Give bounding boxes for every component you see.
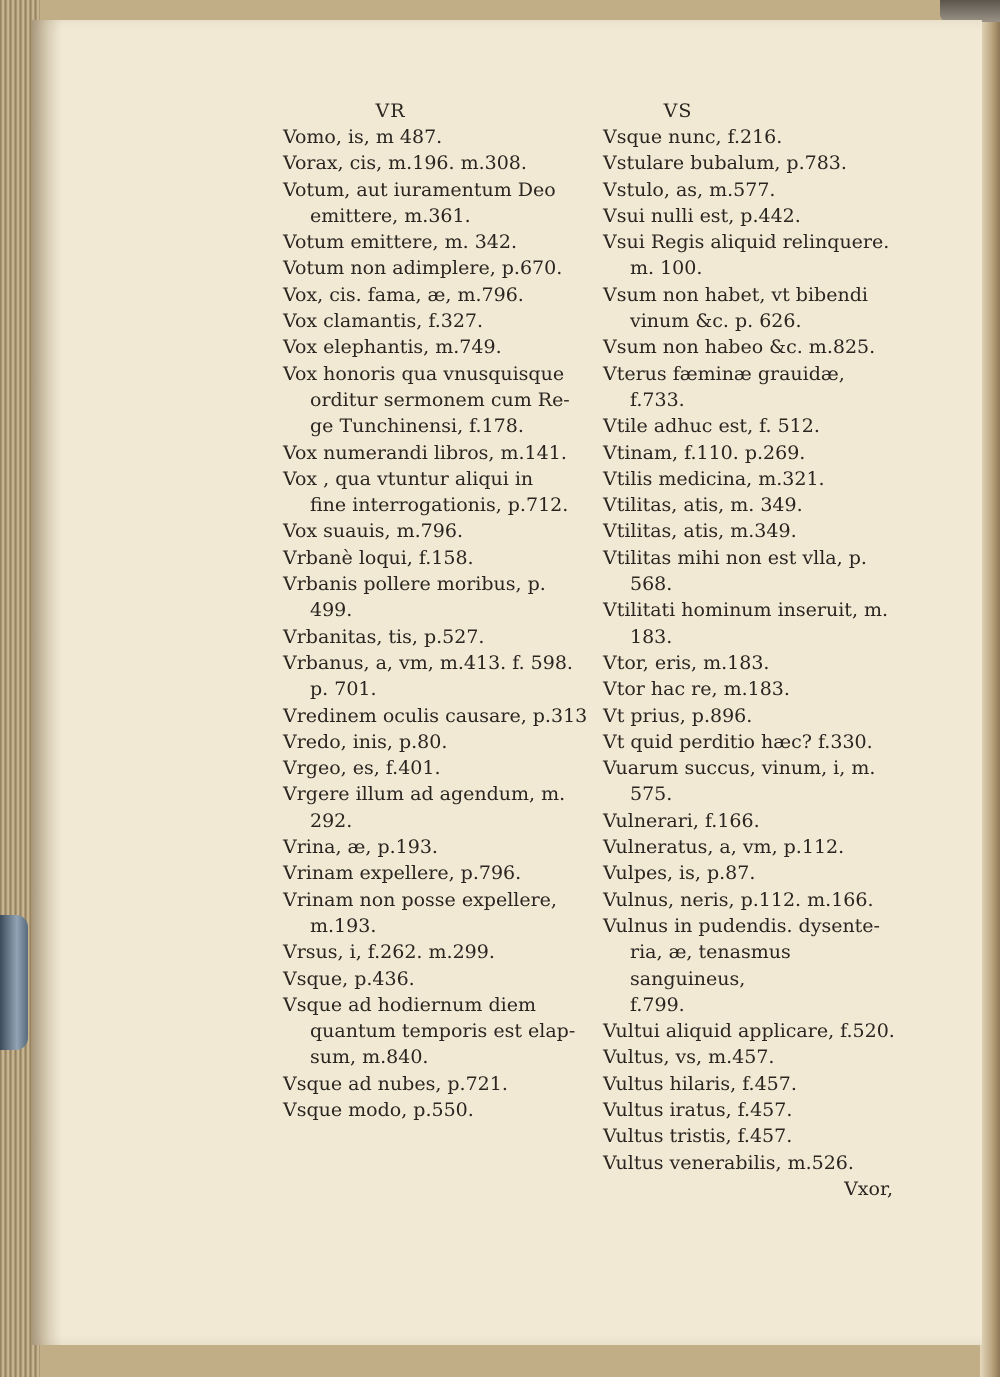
gutter-shadow	[32, 20, 62, 1345]
left-entry-list	[283, 124, 588, 1123]
dictionary-entry: Vsui Regis aliquid relinquere. m. 100.	[603, 231, 890, 280]
dictionary-entry: Vultus venerabilis, m.526.	[603, 1151, 854, 1174]
dictionary-entry: Vox clamantis, f.327.	[283, 310, 484, 333]
right-entry-list	[603, 124, 903, 1176]
dictionary-entry: Vrina, æ, p.193.	[283, 836, 438, 859]
dictionary-entry: Vultus, vs, m.457.	[603, 1046, 775, 1069]
dictionary-entry: Vstulare bubalum, p.783.	[603, 152, 847, 175]
dictionary-entry: Vultus iratus, f.457.	[603, 1098, 793, 1121]
dictionary-entry: Vox honoris qua vnusquisque orditur sermonem cum Re- ge Tunchinensi, f.178.	[283, 362, 570, 438]
left-column-header: VR	[375, 100, 406, 122]
dictionary-entry: Vrinam non posse expellere, m.193.	[283, 888, 557, 937]
binder-clip	[940, 0, 1000, 22]
dictionary-entry: Vsque ad nubes, p.721.	[283, 1072, 508, 1095]
dictionary-entry: Vterus fæminæ grauidæ, f.733.	[603, 362, 845, 411]
dictionary-entry: Vultui aliquid applicare, f.520.	[603, 1020, 895, 1043]
dictionary-entry: Vredo, inis, p.80.	[283, 730, 448, 753]
dictionary-entry: Vsque modo, p.550.	[283, 1098, 474, 1121]
dictionary-entry: Vrbanitas, tis, p.527.	[283, 625, 485, 648]
dictionary-entry: Vtilitas, atis, m. 349.	[603, 494, 803, 517]
dictionary-entry: Vulnerari, f.166.	[603, 809, 760, 832]
dictionary-entry: Vox numerandi libros, m.141.	[283, 441, 567, 464]
dictionary-entry: Vomo, is, m 487.	[283, 126, 443, 148]
dictionary-entry: Vox suauis, m.796.	[283, 520, 463, 543]
dictionary-entry: Vt prius, p.896.	[603, 704, 753, 727]
dictionary-entry: Vulnus, neris, p.112. m.166.	[603, 888, 874, 911]
dictionary-entry: Vsque, p.436.	[283, 967, 415, 990]
dictionary-entry: Vuarum succus, vinum, i, m. 575.	[603, 757, 876, 806]
dictionary-entry: Vrgere illum ad agendum, m. 292.	[283, 783, 566, 832]
dictionary-entry: Vulnus in pudendis. dysente- ria, æ, tenasmus sanguineus, f.799.	[603, 914, 880, 1016]
dictionary-entry: Vtile adhuc est, f. 512.	[603, 415, 820, 438]
dictionary-entry: Vrbanè loqui, f.158.	[283, 546, 474, 569]
catchword: Vxor,	[844, 1177, 893, 1200]
right-column-header: VS	[663, 100, 693, 122]
dictionary-entry: Vtilitati hominum inseruit, m. 183.	[603, 599, 889, 648]
dictionary-entry: Votum, aut iuramentum Deo emittere, m.361.	[283, 178, 556, 227]
dictionary-entry: Vsum non habeo &c. m.825.	[603, 336, 876, 359]
dictionary-entry: Vtinam, f.110. p.269.	[603, 441, 806, 464]
dictionary-entry: Vulpes, is, p.87.	[603, 862, 756, 885]
dictionary-entry: Vstulo, as, m.577.	[603, 178, 776, 201]
dictionary-entry: Vsum non habet, vt bibendi vinum &c. p. 626.	[603, 283, 868, 333]
dictionary-entry: Vrbanus, a, vm, m.413. f. 598. p. 701.	[283, 651, 573, 701]
dictionary-entry: Vox , qua vtuntur aliqui in fine interrogationis, p.712.	[283, 467, 569, 517]
book-right-edge	[980, 0, 1000, 1377]
left-column	[283, 98, 588, 1123]
dictionary-entry: Votum non adimplere, p.670.	[283, 257, 563, 280]
dictionary-entry: Vrsus, i, f.262. m.299.	[283, 941, 495, 964]
dictionary-entry: Vsque nunc, f.216.	[603, 126, 783, 148]
dictionary-entry: Vsque ad hodiernum diem quantum temporis est elap- sum, m.840.	[283, 993, 576, 1069]
dictionary-entry: Vrbanis pollere moribus, p. 499.	[283, 573, 546, 622]
dictionary-entry: Vsui nulli est, p.442.	[603, 204, 801, 227]
dictionary-entry: Vredinem oculis causare, p.313	[283, 704, 588, 727]
dictionary-entry: Votum emittere, m. 342.	[283, 231, 518, 254]
dictionary-entry: Vorax, cis, m.196. m.308.	[283, 152, 527, 175]
dictionary-entry: Vox, cis. fama, æ, m.796.	[283, 283, 524, 306]
dictionary-entry: Vtor, eris, m.183.	[603, 651, 770, 674]
dictionary-entry: Vtilitas, atis, m.349.	[603, 520, 797, 543]
dictionary-entry: Vtilis medicina, m.321.	[603, 467, 825, 490]
right-column	[603, 98, 903, 1202]
dictionary-entry: Vtilitas mihi non est vlla, p. 568.	[603, 546, 867, 596]
dictionary-entry: Vox elephantis, m.749.	[283, 336, 502, 359]
dictionary-entry: Vt quid perditio hæc? f.330.	[603, 730, 873, 753]
dictionary-entry: Vtor hac re, m.183.	[603, 678, 790, 701]
dictionary-entry: Vultus tristis, f.457.	[603, 1125, 793, 1148]
dictionary-entry: Vrinam expellere, p.796.	[283, 862, 522, 885]
page-tab-marker	[0, 915, 28, 1050]
dictionary-entry: Vulneratus, a, vm, p.112.	[603, 836, 845, 859]
dictionary-entry: Vultus hilaris, f.457.	[603, 1072, 797, 1095]
dictionary-entry: Vrgeo, es, f.401.	[283, 757, 441, 780]
